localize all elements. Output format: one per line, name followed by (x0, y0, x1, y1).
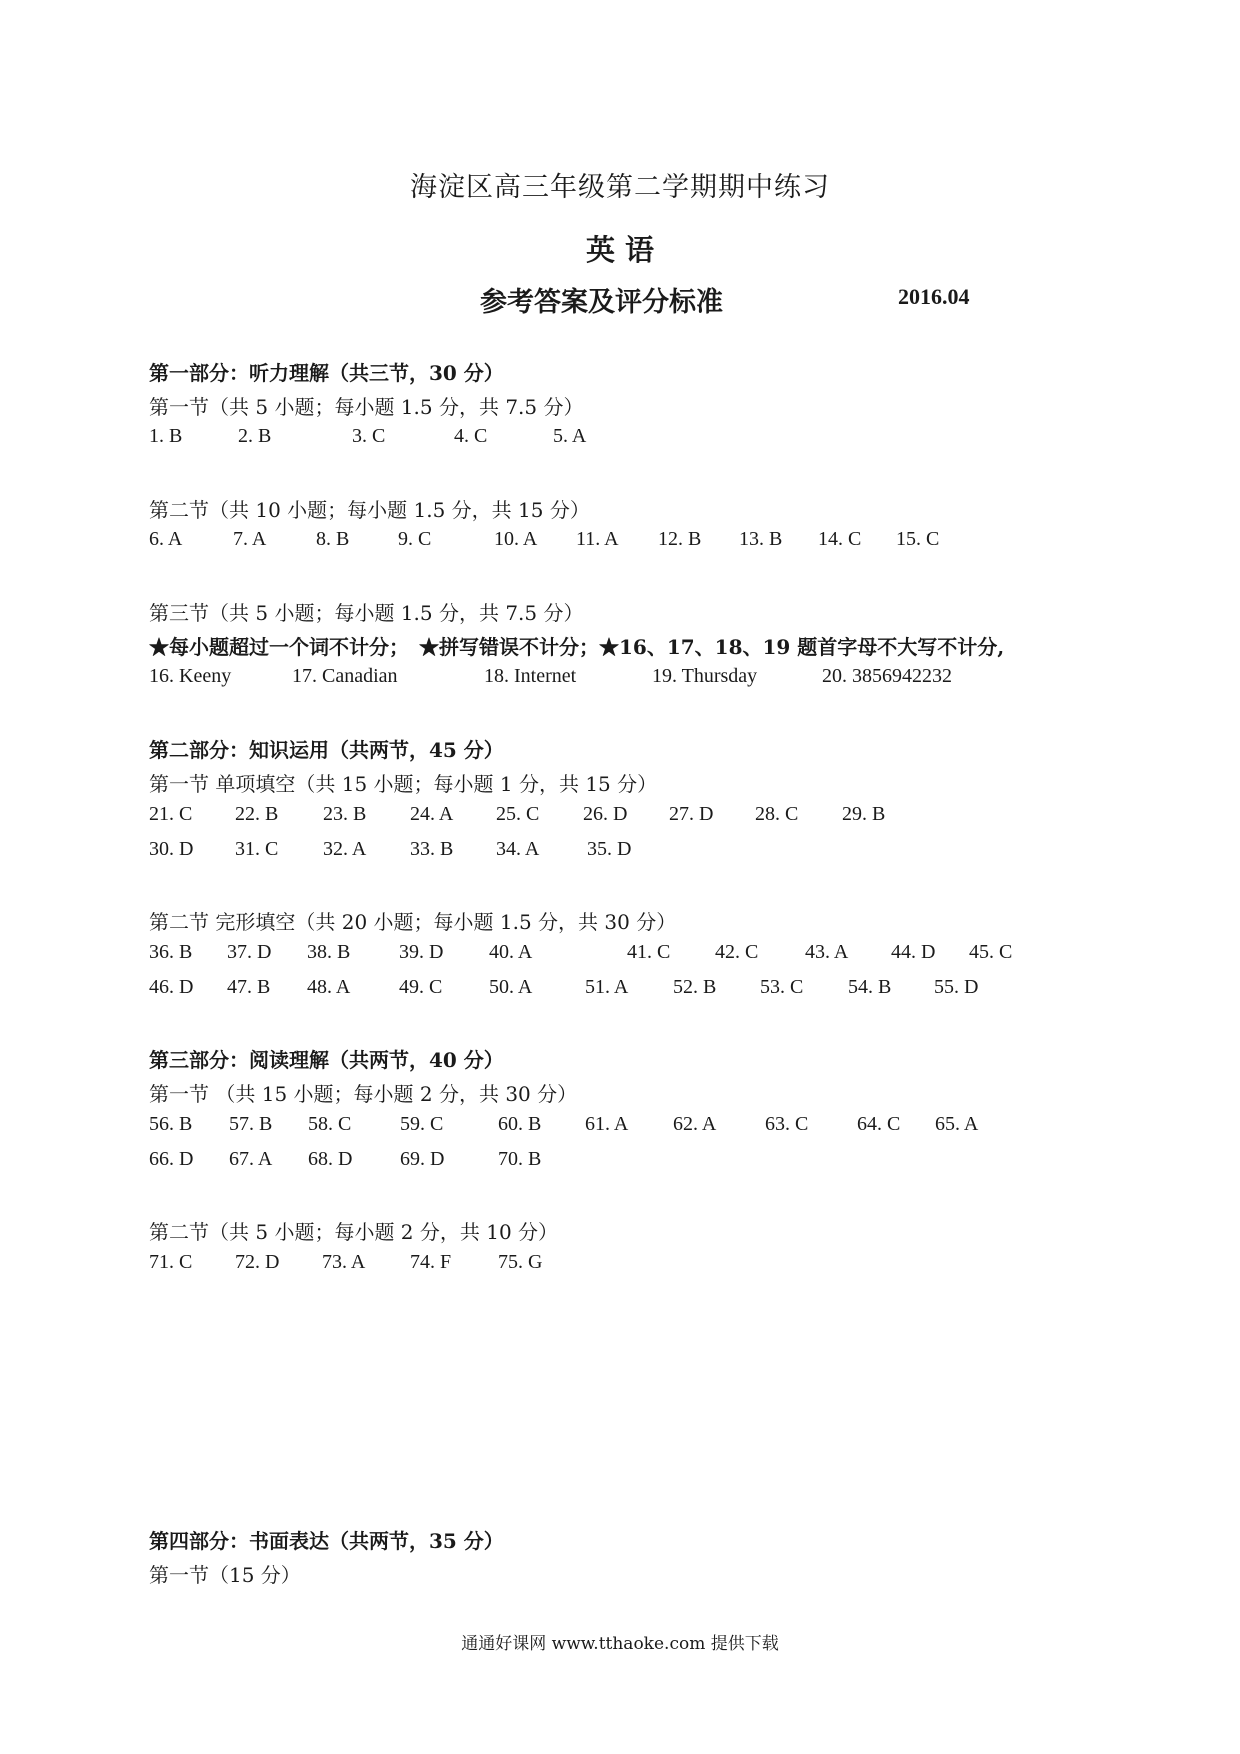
answer-item: 36. B (149, 941, 193, 963)
answer-item: 45. C (969, 941, 1013, 963)
answer-item: 2. B (238, 425, 272, 447)
answer-item: 22. B (235, 803, 279, 825)
answer-item: 46. D (149, 976, 194, 998)
answer-item: 28. C (755, 803, 799, 825)
answer-item: 12. B (658, 528, 702, 550)
answer-item: 48. A (307, 976, 351, 998)
answer-item: 60. B (498, 1113, 542, 1135)
answer-item: 74. F (410, 1251, 452, 1273)
answer-item: 67. A (229, 1148, 273, 1170)
answer-item: 35. D (587, 838, 632, 860)
part2-sec1-row2 (149, 838, 1049, 864)
answer-item: 1. B (149, 425, 183, 447)
part1-heading: 第一部分：听力理解（共三节，30 分） (149, 361, 504, 385)
part2-sec2-row1 (149, 941, 1049, 967)
answer-item: 14. C (818, 528, 862, 550)
part4-heading: 第四部分：书面表达（共两节，35 分） (149, 1529, 504, 1553)
answer-item: 69. D (400, 1148, 445, 1170)
part4-sec1-label: 第一节（15 分） (149, 1563, 301, 1587)
answer-item: 47. B (227, 976, 271, 998)
answer-item: 43. A (805, 941, 849, 963)
answer-item: 58. C (308, 1113, 352, 1135)
answer-item: 66. D (149, 1148, 194, 1170)
answer-item: 13. B (739, 528, 783, 550)
answer-item: 57. B (229, 1113, 273, 1135)
answer-item: 21. C (149, 803, 193, 825)
answer-item: 9. C (398, 528, 432, 550)
answer-item: 23. B (323, 803, 367, 825)
answer-item: 29. B (842, 803, 886, 825)
answer-item: 71. C (149, 1251, 193, 1273)
answer-item: 15. C (896, 528, 940, 550)
answer-item: 8. B (316, 528, 350, 550)
answer-item: 26. D (583, 803, 628, 825)
answer-item: 73. A (322, 1251, 366, 1273)
answer-item: 72. D (235, 1251, 280, 1273)
part2-heading: 第二部分：知识运用（共两节，45 分） (149, 738, 504, 762)
answer-item: 49. C (399, 976, 443, 998)
answer-item: 7. A (233, 528, 267, 550)
answer-item: 34. A (496, 838, 540, 860)
document-title: 海淀区高三年级第二学期期中练习 (410, 172, 830, 203)
scoring-note: ★每小题超过一个词不计分； ★拼写错误不计分；★16、17、18、19 题首字母不大写不计分, (149, 635, 1005, 659)
answer-item: 10. A (494, 528, 538, 550)
part1-sec3-answers (149, 665, 1049, 691)
answer-item: 75. G (498, 1251, 543, 1273)
answer-item: 41. C (627, 941, 671, 963)
part2-sec2-label: 第二节 完形填空（共 20 小题；每小题 1.5 分，共 30 分） (149, 910, 677, 934)
part3-sec1-row1 (149, 1113, 1049, 1139)
answer-item: 18. Internet (484, 665, 577, 687)
answer-item: 62. A (673, 1113, 717, 1135)
answer-item: 40. A (489, 941, 533, 963)
answer-item: 3. C (352, 425, 386, 447)
answer-item: 33. B (410, 838, 454, 860)
part2-sec1-row1 (149, 803, 1049, 829)
answer-item: 51. A (585, 976, 629, 998)
answer-item: 61. A (585, 1113, 629, 1135)
answer-item: 39. D (399, 941, 444, 963)
answer-item: 63. C (765, 1113, 809, 1135)
answer-item: 56. B (149, 1113, 193, 1135)
answer-item: 24. A (410, 803, 454, 825)
answer-item: 38. B (307, 941, 351, 963)
answer-item: 64. C (857, 1113, 901, 1135)
part3-sec2-answers (149, 1251, 1049, 1277)
answer-item: 16. Keeny (149, 665, 232, 687)
answer-item: 55. D (934, 976, 979, 998)
part1-sec2-answers (149, 528, 1049, 554)
answer-item: 65. A (935, 1113, 979, 1135)
answer-item: 5. A (553, 425, 587, 447)
answer-item: 68. D (308, 1148, 353, 1170)
answer-item: 17. Canadian (292, 665, 398, 687)
answer-item: 27. D (669, 803, 714, 825)
answer-item: 54. B (848, 976, 892, 998)
part3-heading: 第三部分：阅读理解（共两节，40 分） (149, 1048, 504, 1072)
subtitle: 参考答案及评分标准 (480, 287, 723, 318)
subject-heading: 英 语 (585, 233, 655, 267)
answer-item: 25. C (496, 803, 540, 825)
answer-item: 11. A (576, 528, 619, 550)
answer-item: 44. D (891, 941, 936, 963)
part3-sec1-label: 第一节 （共 15 小题；每小题 2 分，共 30 分） (149, 1082, 578, 1106)
answer-item: 30. D (149, 838, 194, 860)
answer-item: 6. A (149, 528, 183, 550)
part3-sec1-row2 (149, 1148, 1049, 1174)
answer-item: 53. C (760, 976, 804, 998)
answer-item: 50. A (489, 976, 533, 998)
part3-sec2-label: 第二节（共 5 小题；每小题 2 分，共 10 分） (149, 1220, 559, 1244)
answer-item: 37. D (227, 941, 272, 963)
part1-sec1-label: 第一节（共 5 小题；每小题 1.5 分，共 7.5 分） (149, 395, 584, 419)
part2-sec2-row2 (149, 976, 1049, 1002)
date: 2016.04 (898, 284, 970, 309)
answer-item: 19. Thursday (652, 665, 758, 687)
part1-sec3-label: 第三节（共 5 小题；每小题 1.5 分，共 7.5 分） (149, 601, 584, 625)
answer-item: 42. C (715, 941, 759, 963)
answer-item: 70. B (498, 1148, 542, 1170)
answer-item: 4. C (454, 425, 488, 447)
answer-item: 32. A (323, 838, 367, 860)
answer-item: 20. 3856942232 (822, 665, 952, 687)
part1-sec1-answers (149, 425, 1049, 451)
answer-item: 52. B (673, 976, 717, 998)
footer-text: 通通好课网 www.tthaoke.com 提供下载 (461, 1634, 779, 1654)
part1-sec2-label: 第二节（共 10 小题；每小题 1.5 分，共 15 分） (149, 498, 590, 522)
part2-sec1-label: 第一节 单项填空（共 15 小题；每小题 1 分，共 15 分） (149, 772, 658, 796)
answer-item: 31. C (235, 838, 279, 860)
answer-item: 59. C (400, 1113, 444, 1135)
